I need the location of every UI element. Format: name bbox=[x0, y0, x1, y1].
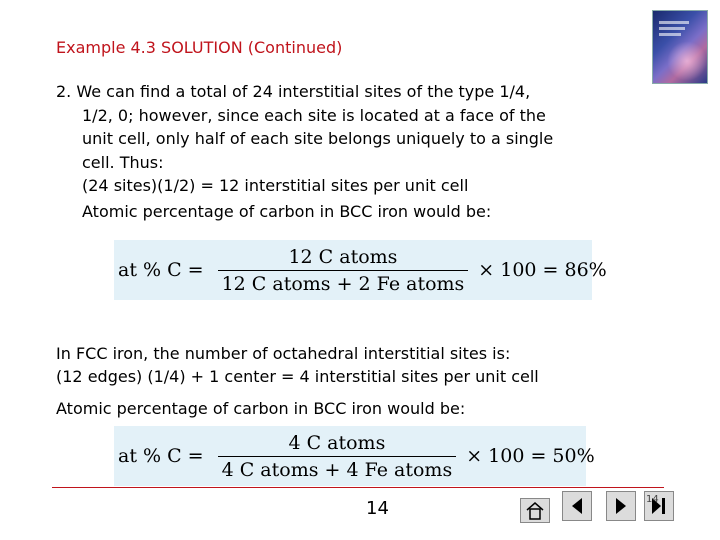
atomic-percentage-label: Atomic percentage of carbon in BCC iron would be: bbox=[82, 202, 492, 221]
cover-decoration bbox=[659, 27, 685, 30]
atomic-percentage-label: Atomic percentage of carbon in BCC iron would be: bbox=[56, 399, 466, 418]
formula-numerator: 4 C atoms bbox=[288, 431, 386, 454]
paragraph-line: (24 sites)(1/2) = 12 interstitial sites per unit cell bbox=[82, 176, 469, 195]
cover-decoration bbox=[667, 41, 707, 81]
formula-denominator: 12 C atoms + 2 Fe atoms bbox=[221, 272, 465, 295]
paragraph-line: cell. Thus: bbox=[82, 152, 164, 172]
formula-lhs: at % C = bbox=[118, 259, 204, 281]
formula-numerator: 12 C atoms bbox=[288, 245, 398, 268]
book-cover-image bbox=[652, 10, 708, 84]
formula-lhs: at % C = bbox=[118, 445, 204, 467]
paragraph-line: 2. We can find a total of 24 interstitial sites of the type 1/4, bbox=[56, 82, 531, 101]
solution-paragraph bbox=[56, 80, 553, 198]
formula-rhs: × 100 = 50% bbox=[466, 445, 595, 467]
paragraph-line: unit cell, only half of each site belongs uniquely to a single bbox=[82, 129, 554, 148]
nav-page-number: 14 bbox=[646, 494, 659, 505]
cover-decoration bbox=[659, 33, 681, 36]
page-number: 14 bbox=[366, 498, 389, 519]
next-button[interactable] bbox=[606, 491, 636, 521]
fcc-paragraph bbox=[56, 342, 539, 388]
home-icon bbox=[521, 499, 549, 522]
previous-icon bbox=[563, 492, 591, 520]
paragraph-line: 1/2, 0; however, since each site is located at a face of the bbox=[82, 105, 546, 125]
cover-decoration bbox=[659, 21, 689, 24]
formula-fraction bbox=[218, 432, 457, 481]
formula-rhs: × 100 = 86% bbox=[478, 259, 607, 281]
footer-divider bbox=[52, 487, 664, 488]
home-button[interactable] bbox=[520, 498, 550, 523]
formula-fraction bbox=[218, 246, 469, 295]
formula-fcc bbox=[114, 426, 595, 486]
formula-denominator: 4 C atoms + 4 Fe atoms bbox=[221, 458, 453, 481]
paragraph-line: In FCC iron, the number of octahedral interstitial sites is: bbox=[56, 344, 511, 363]
previous-button[interactable] bbox=[562, 491, 592, 521]
paragraph-line: (12 edges) (1/4) + 1 center = 4 interstitial sites per unit cell bbox=[56, 367, 539, 386]
next-icon bbox=[607, 492, 635, 520]
slide-title: Example 4.3 SOLUTION (Continued) bbox=[56, 38, 343, 57]
formula-bcc bbox=[114, 240, 607, 300]
